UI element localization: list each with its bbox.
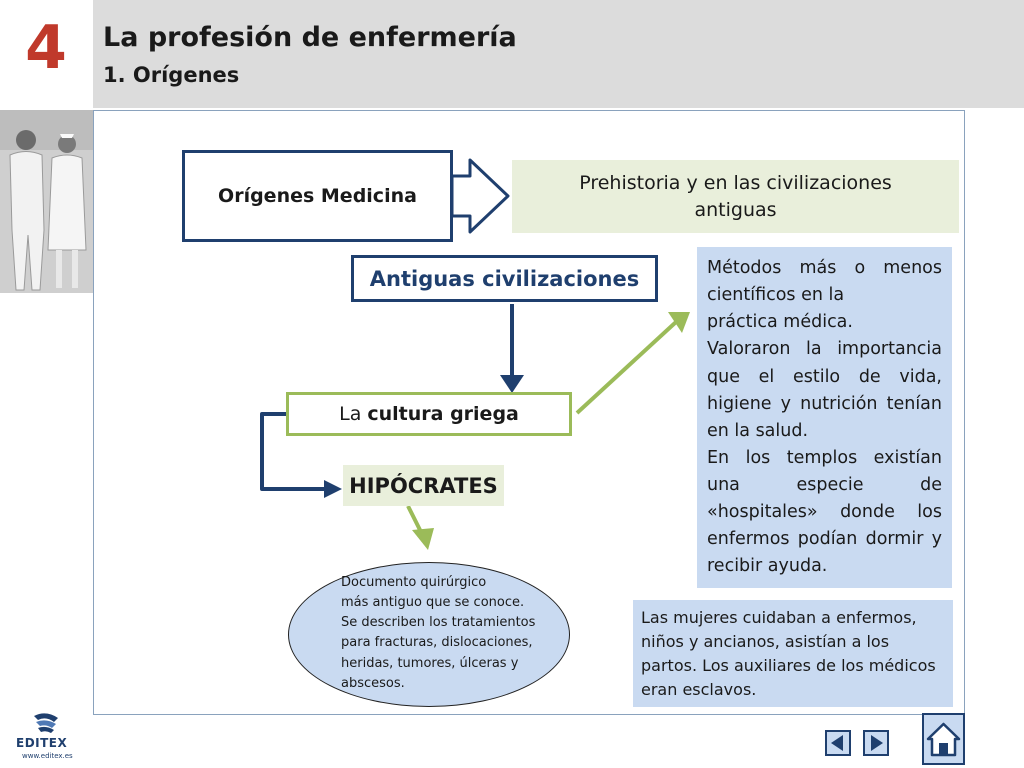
home-button[interactable]	[922, 713, 965, 765]
editex-url: www.editex.es	[22, 752, 73, 760]
mujeres-box: Las mujeres cuidaban a enfermos, niños y ancianos, asistían a los partos. Los auxiliares de los médicos eran esclavos.	[633, 600, 953, 707]
documento-text	[341, 573, 556, 694]
editex-name: EDITEX	[16, 736, 68, 750]
documento-line: Documento quirúrgico	[341, 575, 487, 590]
editex-logo-icon	[16, 712, 76, 736]
metodos-line: práctica médica.	[707, 312, 853, 333]
chapter-number: 4	[25, 13, 67, 83]
documento-line: Se describen los tratamientos para fracturas, dislocaciones, heridas, tumores, úlceras y abscesos.	[341, 615, 536, 691]
origenes-medicina-box: Orígenes Medicina	[182, 150, 453, 242]
prehistoria-box: Prehistoria y en las civilizaciones antiguas	[512, 160, 959, 233]
cultura-griega-bold: cultura griega	[367, 403, 519, 425]
metodos-line: Valoraron la importancia que el estilo de vida, higiene y nutrición tenían en la salud.	[707, 339, 942, 441]
metodos-line: Métodos más o menos científicos en la	[707, 258, 942, 306]
metodos-line: En los templos existían una especie de «hospitales» donde los enfermos podían dormir y recibir ayuda.	[707, 447, 942, 577]
next-button[interactable]	[863, 730, 889, 756]
header-bar	[93, 0, 1024, 108]
cultura-griega-prefix: La	[339, 403, 362, 425]
metodos-box	[697, 247, 952, 588]
documento-line: más antiguo que se conoce.	[341, 595, 525, 611]
nurses-photo	[0, 110, 93, 293]
house-icon	[924, 715, 963, 763]
hipocrates-box: HIPÓCRATES	[343, 465, 504, 506]
antiguas-civilizaciones-box: Antiguas civilizaciones	[351, 255, 658, 302]
triangle-right-icon	[865, 732, 887, 754]
triangle-left-icon	[827, 732, 849, 754]
cultura-griega-box	[286, 392, 572, 436]
prev-button[interactable]	[825, 730, 851, 756]
page-subtitle: 1. Orígenes	[103, 63, 240, 87]
page-title: La profesión de enfermería	[103, 22, 517, 53]
